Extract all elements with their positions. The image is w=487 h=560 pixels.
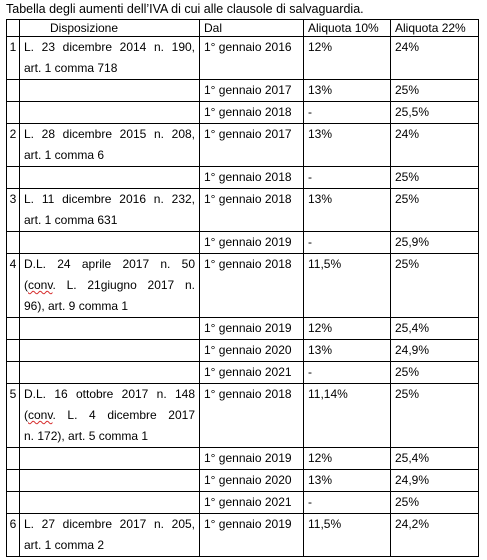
dal-cell: 1° gennaio 2020 bbox=[200, 340, 304, 362]
disposizione-line: D.L. 16 ottobre 2017 n. 148 bbox=[24, 387, 195, 401]
table-row bbox=[7, 37, 479, 80]
table-row bbox=[7, 189, 479, 232]
aliquota-10-cell: 12% bbox=[304, 37, 391, 80]
aliquota-10-cell: 11,5% bbox=[304, 254, 391, 318]
table-row bbox=[7, 80, 479, 102]
table-body bbox=[7, 37, 479, 557]
table-row bbox=[7, 384, 479, 448]
empty-cell bbox=[7, 232, 20, 254]
aliquota-10-cell: 13% bbox=[304, 340, 391, 362]
disposizione-line: L. 23 dicembre 2014 n. 190, bbox=[24, 40, 195, 54]
vat-increase-table bbox=[6, 19, 479, 557]
aliquota-22-cell: 25% bbox=[391, 254, 479, 318]
empty-cell bbox=[7, 448, 20, 470]
aliquota-10-cell: 11,5% bbox=[304, 514, 391, 557]
header-dal: Dal bbox=[200, 20, 304, 37]
aliquota-22-cell: 25% bbox=[391, 80, 479, 102]
dal-cell: 1° gennaio 2019 bbox=[200, 318, 304, 340]
empty-cell bbox=[20, 232, 200, 254]
disposizione-cell bbox=[20, 384, 200, 448]
aliquota-10-cell: - bbox=[304, 492, 391, 514]
header-disposizione: Disposizione bbox=[20, 20, 200, 37]
table-row bbox=[7, 448, 479, 470]
table-row bbox=[7, 232, 479, 254]
disposizione-line: L. 28 dicembre 2015 n. 208, bbox=[24, 127, 195, 141]
disposizione-line: art. 1 comma 718 bbox=[24, 61, 118, 75]
empty-cell bbox=[7, 80, 20, 102]
empty-cell bbox=[7, 167, 20, 189]
dal-cell: 1° gennaio 2018 bbox=[200, 384, 304, 448]
empty-cell bbox=[20, 362, 200, 384]
table-row bbox=[7, 514, 479, 557]
aliquota-22-cell: 25,5% bbox=[391, 102, 479, 124]
disposizione-line: 96), art. 9 comma 1 bbox=[24, 299, 129, 313]
disposizione-line: n. 172), art. 5 comma 1 bbox=[24, 429, 149, 443]
dal-cell: 1° gennaio 2021 bbox=[200, 362, 304, 384]
aliquota-22-cell: 24% bbox=[391, 124, 479, 167]
dal-cell: 1° gennaio 2020 bbox=[200, 470, 304, 492]
empty-cell bbox=[20, 102, 200, 124]
empty-cell bbox=[7, 362, 20, 384]
aliquota-10-cell: - bbox=[304, 167, 391, 189]
disposizione-line: L. 27 dicembre 2017 n. 205, bbox=[24, 517, 195, 531]
disposizione-line: (conv. L. 4 dicembre 2017 bbox=[24, 408, 195, 422]
aliquota-10-cell: 13% bbox=[304, 80, 391, 102]
disposizione-line: art. 1 comma 6 bbox=[24, 148, 105, 162]
disposizione-line: L. 11 dicembre 2016 n. 232, bbox=[24, 192, 195, 206]
aliquota-22-cell: 25,4% bbox=[391, 448, 479, 470]
header-row bbox=[7, 20, 479, 37]
disposizione-line: art. 1 comma 631 bbox=[24, 213, 118, 227]
empty-cell bbox=[20, 318, 200, 340]
row-number: 4 bbox=[7, 254, 20, 318]
disposizione-line: art. 1 comma 2 bbox=[24, 538, 105, 552]
table-row bbox=[7, 167, 479, 189]
disposizione-cell bbox=[20, 514, 200, 557]
empty-cell bbox=[20, 448, 200, 470]
disposizione-cell bbox=[20, 189, 200, 232]
empty-cell bbox=[20, 340, 200, 362]
spellcheck-mark: conv bbox=[28, 278, 53, 292]
row-number: 2 bbox=[7, 124, 20, 167]
aliquota-22-cell: 24,9% bbox=[391, 340, 479, 362]
dal-cell: 1° gennaio 2016 bbox=[200, 37, 304, 80]
row-number: 5 bbox=[7, 384, 20, 448]
dal-cell: 1° gennaio 2018 bbox=[200, 102, 304, 124]
empty-cell bbox=[20, 492, 200, 514]
dal-cell: 1° gennaio 2018 bbox=[200, 167, 304, 189]
empty-cell bbox=[7, 340, 20, 362]
dal-cell: 1° gennaio 2017 bbox=[200, 124, 304, 167]
aliquota-22-cell: 24,2% bbox=[391, 514, 479, 557]
table-row bbox=[7, 362, 479, 384]
aliquota-10-cell: - bbox=[304, 362, 391, 384]
aliquota-22-cell: 25% bbox=[391, 189, 479, 232]
disposizione-line: (conv. L. 21giugno 2017 n. bbox=[24, 278, 195, 292]
disposizione-line: D.L. 24 aprile 2017 n. 50 bbox=[24, 257, 195, 271]
dal-cell: 1° gennaio 2021 bbox=[200, 492, 304, 514]
aliquota-22-cell: 24,9% bbox=[391, 470, 479, 492]
aliquota-22-cell: 24% bbox=[391, 37, 479, 80]
disposizione-cell bbox=[20, 37, 200, 80]
table-caption: Tabella degli aumenti dell’IVA di cui alle clausole di salvaguardia. bbox=[6, 2, 364, 16]
empty-cell bbox=[20, 470, 200, 492]
table-row bbox=[7, 470, 479, 492]
table-row bbox=[7, 492, 479, 514]
row-number: 1 bbox=[7, 37, 20, 80]
aliquota-10-cell: 13% bbox=[304, 470, 391, 492]
aliquota-22-cell: 25% bbox=[391, 492, 479, 514]
dal-cell: 1° gennaio 2019 bbox=[200, 448, 304, 470]
empty-cell bbox=[20, 80, 200, 102]
aliquota-10-cell: 11,14% bbox=[304, 384, 391, 448]
dal-cell: 1° gennaio 2018 bbox=[200, 254, 304, 318]
aliquota-10-cell: - bbox=[304, 102, 391, 124]
aliquota-22-cell: 25,9% bbox=[391, 232, 479, 254]
table-row bbox=[7, 254, 479, 318]
aliquota-10-cell: 13% bbox=[304, 189, 391, 232]
table-row bbox=[7, 102, 479, 124]
aliquota-22-cell: 25,4% bbox=[391, 318, 479, 340]
empty-cell bbox=[7, 318, 20, 340]
disposizione-cell bbox=[20, 254, 200, 318]
disposizione-cell bbox=[20, 124, 200, 167]
empty-cell bbox=[7, 102, 20, 124]
table-row bbox=[7, 318, 479, 340]
row-number: 3 bbox=[7, 189, 20, 232]
dal-cell: 1° gennaio 2017 bbox=[200, 80, 304, 102]
table-row bbox=[7, 124, 479, 167]
aliquota-10-cell: 12% bbox=[304, 448, 391, 470]
empty-cell bbox=[7, 492, 20, 514]
row-number: 6 bbox=[7, 514, 20, 557]
aliquota-22-cell: 25% bbox=[391, 362, 479, 384]
empty-cell bbox=[7, 470, 20, 492]
spellcheck-mark: conv bbox=[28, 408, 53, 422]
aliquota-10-cell: - bbox=[304, 232, 391, 254]
empty-cell bbox=[20, 167, 200, 189]
header-num bbox=[7, 20, 20, 37]
table-row bbox=[7, 340, 479, 362]
header-aliquota-22: Aliquota 22% bbox=[391, 20, 479, 37]
header-aliquota-10: Aliquota 10% bbox=[304, 20, 391, 37]
dal-cell: 1° gennaio 2019 bbox=[200, 232, 304, 254]
aliquota-22-cell: 25% bbox=[391, 167, 479, 189]
dal-cell: 1° gennaio 2019 bbox=[200, 514, 304, 557]
aliquota-22-cell: 25% bbox=[391, 384, 479, 448]
aliquota-10-cell: 13% bbox=[304, 124, 391, 167]
dal-cell: 1° gennaio 2018 bbox=[200, 189, 304, 232]
aliquota-10-cell: 12% bbox=[304, 318, 391, 340]
